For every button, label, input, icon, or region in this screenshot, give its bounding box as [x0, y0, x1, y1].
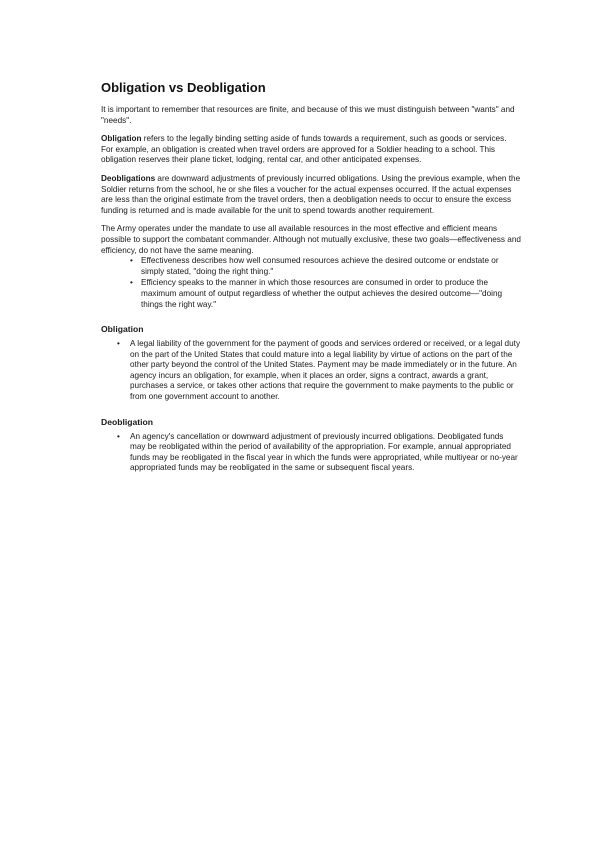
document-content: [101, 80, 521, 474]
obligation-paragraph: [101, 134, 521, 166]
list-item-efficiency: • Efficiency speaks to the manner in which those resources are consumed in order to produce the maximum amount of output regardless of whether the output achieves the desired outcome—"doing things the right way.": [130, 278, 521, 310]
army-paragraph: The Army operates under the mandate to use all available resources in the most effective and efficient means possible to support the combatant commander. Although not mutually exclusive, these two goals—effectiveness and efficiency, do not have the same meaning.: [101, 224, 521, 255]
list-item-effectiveness: • Effectiveness describes how well consumed resources achieve the desired outcome or endstate or simply stated, "doing the right thing.": [130, 256, 521, 277]
goals-list: [101, 256, 521, 310]
obligation-heading: Obligation: [101, 324, 144, 335]
deobligation-paragraph: [101, 174, 521, 216]
obligation-text: refers to the legally binding setting aside of funds towards a requirement, such as goods or services. For example, an obligation is created when travel orders are approved for a Soldier heading to a school. This obligation reserves their plane ticket, lodging, rental car, and other anticipated expenses.: [101, 134, 507, 165]
obligation-definition-list: [101, 339, 521, 403]
page-title: Obligation vs Deobligation: [101, 80, 266, 95]
list-item-obligation-definition: • A legal liability of the government for the payment of goods and services ordered or received, or a legal duty on the part of the United States that could mature into a legal liability by virtue of actions on the part of the other party beyond the control of the United States. Payment may be made immediately or in the future. An agency incurs an obligation, for example, when it places an order, signs a contract, awards a grant, purchases a service, or takes other actions that require the government to make payments to the public or from one government account to another.: [117, 339, 521, 403]
deobligation-definition-list: [101, 432, 521, 474]
deobligation-heading: Deobligation: [101, 416, 154, 427]
obligation-term: Obligation: [101, 134, 142, 144]
intro-paragraph: It is important to remember that resources are finite, and because of this we must distinguish between "wants" and "needs".: [101, 105, 515, 125]
deobligation-text: are downward adjustments of previously incurred obligations. Using the previous example, when the Soldier returns from the school, he or she files a voucher for the actual expenses occurred. If the actual expenses are less than the original estimate from the travel orders, then a deobligation needs to occur to ensure the excess funding is returned and is made available for the unit to spend towards another requirement.: [101, 173, 521, 215]
list-item-deobligation-definition: • An agency's cancellation or downward adjustment of previously incurred obligations. Deobligated funds may be reobligated within the period of availability of the appropriation. For example, annual appropriated funds may be reobligated in the fiscal year in which the funds were appropriated, while multiyear or no-year appropriated funds may be reobligated in the same or subsequent fiscal years.: [117, 432, 521, 474]
deobligation-term: Deobligations: [101, 173, 156, 183]
